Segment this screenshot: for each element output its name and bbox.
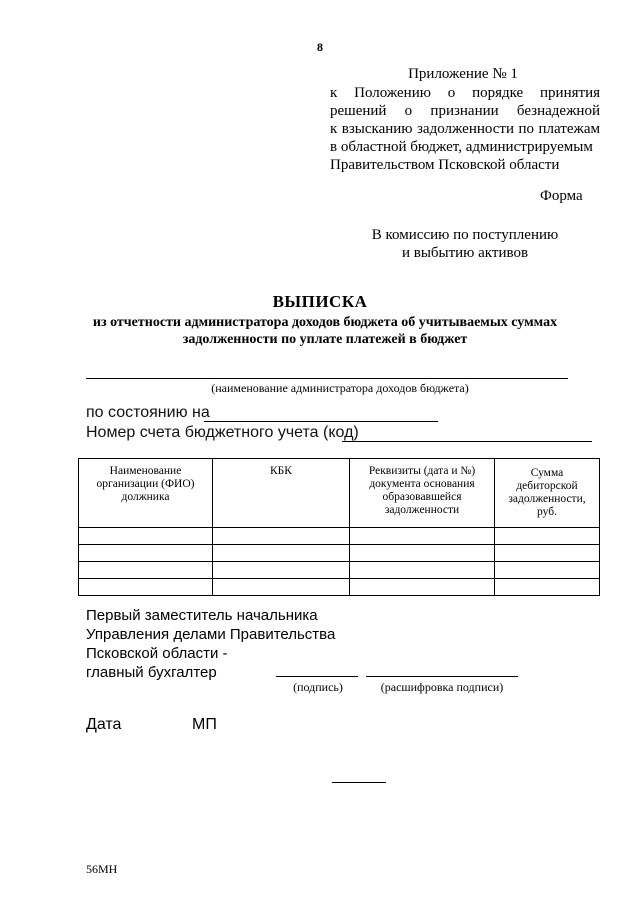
table-cell[interactable] — [350, 528, 495, 545]
addressee-line: и выбытию активов — [401, 245, 529, 261]
admin-name-caption: (наименование администратора доходов бюджета) — [211, 381, 469, 395]
subtitle-line: из отчетности администратора доходов бюджета об учитываемых суммах — [92, 315, 558, 330]
table-cell[interactable] — [79, 562, 213, 579]
document-title: ВЫПИСКА — [272, 292, 368, 311]
appendix-line: к взысканию задолженности по платежам — [330, 121, 600, 137]
appendix-line: в областной бюджет, администрируемым — [330, 139, 593, 155]
table-cell[interactable] — [213, 562, 350, 579]
signature-decoding-caption: (расшифровка подписи) — [380, 680, 504, 694]
account-code-line[interactable] — [342, 441, 592, 442]
form-label: Форма — [540, 188, 583, 204]
subtitle-line: задолженности по уплате платежей в бюджет — [182, 332, 468, 347]
table-cell[interactable] — [79, 528, 213, 545]
table-cell[interactable] — [213, 545, 350, 562]
table-cell[interactable] — [350, 562, 495, 579]
as-of-date-line[interactable] — [204, 421, 438, 422]
addressee-line: В комиссию по поступлению — [371, 227, 559, 243]
col-header-amount: Сумма дебиторской задолженности, руб. — [495, 459, 600, 528]
appendix-title: Приложение № 1 — [408, 66, 518, 82]
table-cell[interactable] — [495, 579, 600, 596]
admin-name-line[interactable] — [86, 378, 568, 379]
appendix-line: Правительством Псковской области — [330, 157, 560, 173]
signatory-line: Псковской области - — [86, 645, 228, 662]
signatory-line: Управления делами Правительства — [86, 626, 336, 643]
signature-caption: (подпись) — [293, 680, 343, 694]
signatory-line: главный бухгалтер — [86, 664, 217, 681]
table-cell[interactable] — [350, 545, 495, 562]
table-row — [79, 528, 600, 545]
signature-decoding-line[interactable] — [366, 676, 518, 677]
as-of-label: по состоянию на — [86, 404, 210, 421]
table-cell[interactable] — [495, 545, 600, 562]
table-cell[interactable] — [495, 562, 600, 579]
end-separator — [332, 782, 386, 783]
table-cell[interactable] — [495, 528, 600, 545]
table-cell[interactable] — [213, 528, 350, 545]
document-subtitle — [40, 314, 610, 348]
page-number: 8 — [317, 40, 323, 54]
signature-line[interactable] — [276, 676, 358, 677]
table-cell[interactable] — [350, 579, 495, 596]
table-cell[interactable] — [79, 579, 213, 596]
addressee — [340, 226, 590, 262]
table-row — [79, 545, 600, 562]
appendix-text — [330, 84, 600, 174]
col-header-debtor: Наименование организации (ФИО) должника — [79, 459, 213, 528]
table-row — [79, 562, 600, 579]
signatory-block — [86, 606, 335, 682]
table-row — [79, 579, 600, 596]
date-label: Дата — [86, 716, 122, 733]
col-header-kbk: КБК — [213, 459, 350, 528]
col-header-document: Реквизиты (дата и №) документа основания образовавшейся задолженности — [350, 459, 495, 528]
appendix-line: решений о признании безнадежной — [330, 103, 600, 119]
table-header-row — [79, 459, 600, 528]
appendix-line: к Положению о порядке принятия — [330, 85, 600, 101]
seal-label: МП — [192, 716, 217, 733]
signatory-line: Первый заместитель начальника — [86, 607, 318, 624]
footer-code: 56МН — [86, 862, 118, 876]
account-label: Номер счета бюджетного учета (код) — [86, 424, 359, 441]
debt-table — [78, 458, 600, 596]
table-cell[interactable] — [79, 545, 213, 562]
table-cell[interactable] — [213, 579, 350, 596]
